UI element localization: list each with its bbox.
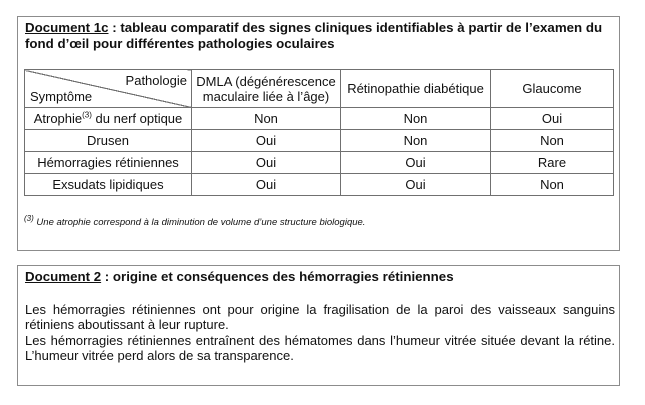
row-label: Atrophie$^{(3)}$ du nerf optique: [25, 108, 192, 130]
document-title: : origine et conséquences des hémorragies rétiniennes: [101, 269, 454, 284]
document-2: [17, 265, 620, 386]
document-2-heading: [18, 266, 619, 285]
footnote-mark: (3): [24, 213, 34, 223]
row-label: Hémorragies rétiniennes: [25, 152, 192, 174]
pathology-axis-label: Pathologie: [125, 73, 187, 88]
document-title: : tableau comparatif des signes cliniques identifiables à partir de l’examen du fond d’œil pour différentes pathologies oculaires: [25, 20, 603, 51]
table-row: [25, 130, 614, 152]
table-cell: Oui: [192, 174, 341, 196]
table-cell: Non: [341, 130, 491, 152]
table-cell: Non: [192, 108, 341, 130]
symptom-axis-label: Symptôme: [30, 89, 93, 104]
column-header-retinopathie: Rétinopathie diabétique: [341, 70, 491, 108]
table-row: [25, 174, 614, 196]
table-cell: Non: [491, 130, 614, 152]
document-1c: [17, 16, 620, 251]
paragraph: Les hémorragies rétiniennes ont pour origine la fragilisation de la paroi des vaisseaux sanguins rétiniens aboutissant à leur rupture.: [25, 302, 615, 332]
column-header-glaucome: Glaucome: [491, 70, 614, 108]
row-label: Drusen: [25, 130, 192, 152]
footnote-ref: (3): [82, 110, 92, 120]
table-header-row: [25, 70, 614, 108]
document-1c-heading: [18, 17, 619, 52]
table-cell: Oui: [491, 108, 614, 130]
table-cell: Oui: [341, 174, 491, 196]
row-label: Exsudats lipidiques: [25, 174, 192, 196]
table-cell: Non: [341, 108, 491, 130]
table-cell: Non: [491, 174, 614, 196]
document-ref: Document 1c: [25, 20, 109, 35]
table-cell: Oui: [192, 130, 341, 152]
table-row: [25, 108, 614, 130]
footnote: [24, 213, 366, 228]
comparison-table: [24, 69, 614, 196]
footnote-text: Une atrophie correspond à la diminution de volume d’une structure biologique.: [33, 217, 366, 228]
document-ref: Document 2: [25, 269, 102, 284]
column-header-dmla: DMLA (dégénérescence maculaire liée à l’âge): [192, 70, 341, 108]
corner-header-cell: [25, 70, 192, 108]
table-cell: Rare: [491, 152, 614, 174]
table-cell: Oui: [341, 152, 491, 174]
table-cell: Oui: [192, 152, 341, 174]
paragraph: Les hémorragies rétiniennes entraînent des hématomes dans l’humeur vitrée située devant la rétine. L’humeur vitrée perd alors de sa transparence.: [25, 333, 615, 363]
table-row: [25, 152, 614, 174]
